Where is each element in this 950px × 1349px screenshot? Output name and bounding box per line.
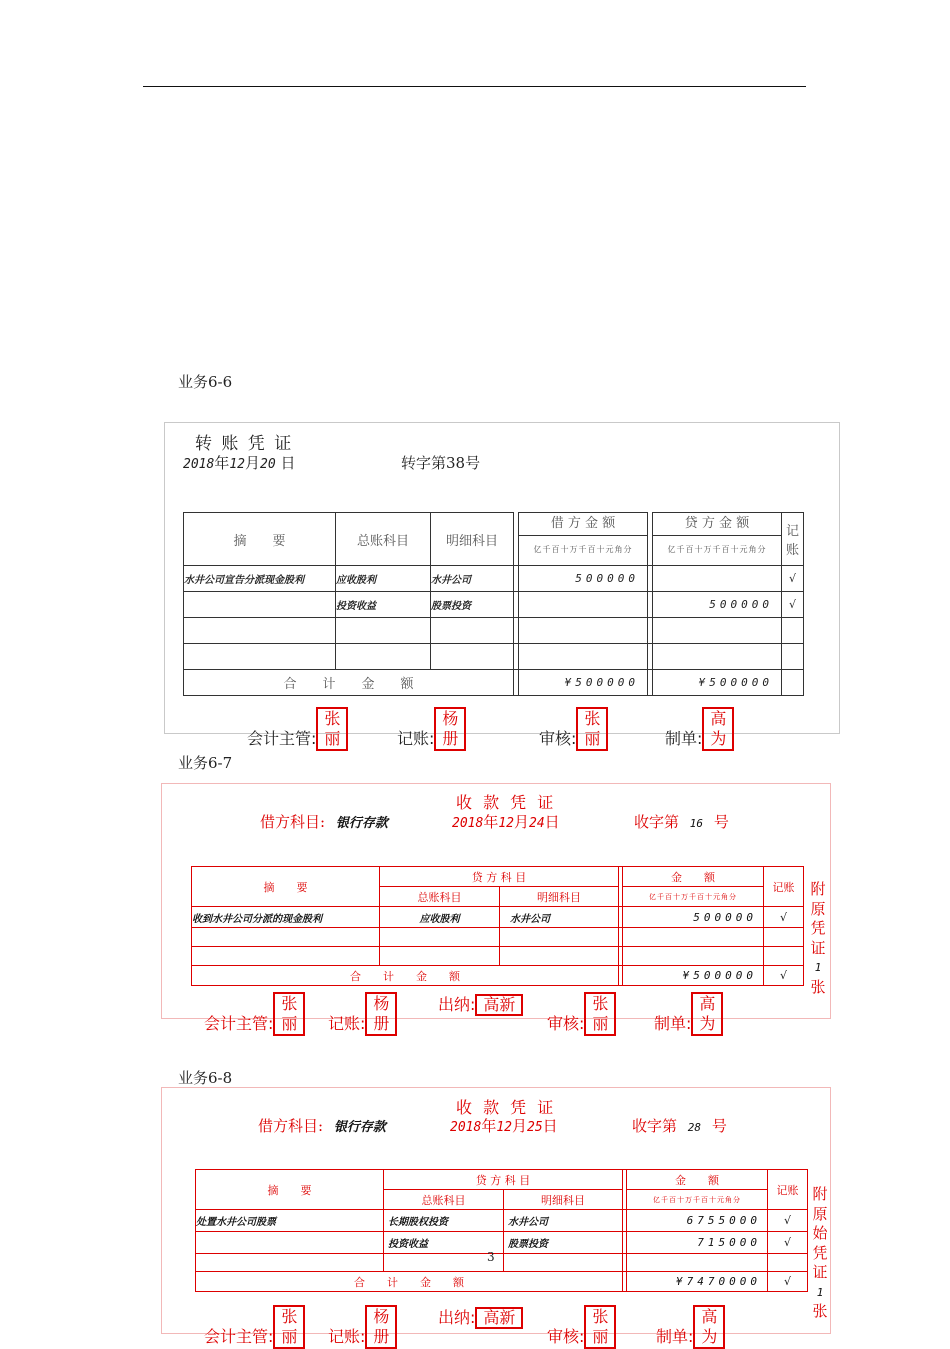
header-detail: 明细科目 xyxy=(500,887,619,907)
row-general: 投资收益 xyxy=(384,1232,504,1254)
row-credit: 500000 xyxy=(653,592,782,618)
header-amount: 金 额 xyxy=(623,867,764,887)
total-debit: ¥500000 xyxy=(519,670,648,696)
credit-units: 亿千百十万千百十元角分 xyxy=(667,545,767,554)
total-amount: ¥500000 xyxy=(623,966,764,986)
row-summary xyxy=(196,1232,384,1254)
table-row xyxy=(192,907,804,928)
voucher-date: 2018年12月20 日 xyxy=(183,454,296,472)
header-amount: 金 额 xyxy=(627,1170,768,1190)
header-posted: 记账 xyxy=(782,513,804,566)
row-posted: √ xyxy=(764,907,804,928)
table-row xyxy=(184,566,804,592)
stamp-auditor: 张丽 xyxy=(576,707,608,751)
row-posted: √ xyxy=(768,1210,808,1232)
row-posted: √ xyxy=(782,592,804,618)
table-row xyxy=(184,618,804,644)
row-amount: 6755000 xyxy=(627,1210,768,1232)
top-rule xyxy=(143,86,806,87)
signature-cashier: 出纳: 高新 xyxy=(438,992,523,1016)
header-posted: 记账 xyxy=(768,1170,808,1210)
debit-units: 亿千百十万千百十元角分 xyxy=(533,545,633,554)
stamp-auditor: 张丽 xyxy=(584,992,616,1036)
stamp-maker: 高为 xyxy=(693,1305,725,1349)
stamp-supervisor: 张丽 xyxy=(316,707,348,751)
row-posted: √ xyxy=(768,1232,808,1254)
table-row xyxy=(196,1210,808,1232)
row-summary xyxy=(184,592,336,618)
total-credit: ¥500000 xyxy=(653,670,782,696)
header-posted: 记账 xyxy=(764,867,804,907)
row-general: 长期股权投资 xyxy=(384,1210,504,1232)
voucher-title: 收 款 凭 证 xyxy=(456,793,557,812)
stamp-supervisor: 张丽 xyxy=(273,992,305,1036)
attachment-note: 附 原 始 凭 证 1 张 xyxy=(812,1185,828,1320)
signature-maker: 制单:高为 xyxy=(656,1305,725,1349)
signature-maker: 制单:高为 xyxy=(665,707,734,751)
row-general: 应收股利 xyxy=(336,566,431,592)
total-posted: √ xyxy=(764,966,804,986)
header-detail: 明细科目 xyxy=(504,1190,623,1210)
signature-bookkeeper: 记账:杨册 xyxy=(328,1305,397,1349)
page-number: 3 xyxy=(487,1250,495,1264)
signature-bookkeeper: 记账:杨册 xyxy=(397,707,466,751)
signature-auditor: 审核:张丽 xyxy=(539,707,608,751)
total-amount: ¥7470000 xyxy=(627,1272,768,1292)
header-summary: 摘 要 xyxy=(192,867,380,907)
table-row xyxy=(196,1232,808,1254)
row-summary: 处置水井公司股票 xyxy=(196,1210,384,1232)
row-detail: 股票投资 xyxy=(431,592,514,618)
total-label: 合 计 金 额 xyxy=(184,670,514,696)
header-debit: 借 方 金 额 亿千百十万千百十元角分 xyxy=(519,513,648,566)
table-row xyxy=(192,947,804,966)
total-row xyxy=(184,670,804,696)
voucher-table xyxy=(195,1169,808,1292)
stamp-bookkeeper: 杨册 xyxy=(434,707,466,751)
header-credit-accounts: 贷 方 科 目 xyxy=(380,867,619,887)
total-row xyxy=(192,966,804,986)
voucher-date: 2018年12月24日 xyxy=(452,813,560,831)
table-row xyxy=(196,1254,808,1272)
row-debit xyxy=(519,592,648,618)
voucher-table xyxy=(183,512,804,696)
amount-units: 亿千百十万千百十元角分 xyxy=(623,887,764,907)
header-general: 总账科目 xyxy=(336,513,431,566)
row-summary: 收到水井公司分派的现金股利 xyxy=(192,907,380,928)
voucher-date: 2018年12月25日 xyxy=(450,1117,558,1135)
receipt-voucher-6-8 xyxy=(161,1087,831,1346)
receipt-voucher-6-7 xyxy=(161,783,831,1033)
row-amount: 715000 xyxy=(627,1232,768,1254)
header-general: 总账科目 xyxy=(384,1190,504,1210)
section-label-6-6: 业务6-6 xyxy=(178,373,233,391)
row-debit: 500000 xyxy=(519,566,648,592)
row-credit xyxy=(653,566,782,592)
header-summary: 摘 要 xyxy=(196,1170,384,1210)
signature-bookkeeper: 记账:杨册 xyxy=(328,992,397,1036)
row-detail: 水井公司 xyxy=(504,1210,623,1232)
signature-maker: 制单:高为 xyxy=(654,992,723,1036)
table-row xyxy=(192,928,804,947)
row-amount: 500000 xyxy=(623,907,764,928)
stamp-maker: 高为 xyxy=(702,707,734,751)
signature-supervisor: 会计主管:张丽 xyxy=(204,992,305,1036)
attachment-note: 附 原 凭 证 1 张 xyxy=(810,880,826,996)
row-summary: 水井公司宣告分派现金股利 xyxy=(184,566,336,592)
transfer-voucher-6-6 xyxy=(164,422,840,748)
header-general: 总账科目 xyxy=(380,887,500,907)
voucher-number: 收字第 28 号 xyxy=(632,1117,727,1135)
header-detail: 明细科目 xyxy=(431,513,514,566)
voucher-number: 收字第 16 号 xyxy=(634,813,729,831)
stamp-maker: 高为 xyxy=(691,992,723,1036)
debit-account: 借方科目: 银行存款 xyxy=(258,1117,386,1135)
signature-supervisor: 会计主管:张丽 xyxy=(204,1305,305,1349)
section-label-6-8: 业务6-8 xyxy=(178,1069,233,1087)
amount-units: 亿千百十万千百十元角分 xyxy=(627,1190,768,1210)
voucher-table xyxy=(191,866,804,986)
voucher-title: 收 款 凭 证 xyxy=(456,1098,557,1117)
total-label: 合 计 金 额 xyxy=(192,966,619,986)
row-detail: 水井公司 xyxy=(431,566,514,592)
total-posted: √ xyxy=(768,1272,808,1292)
debit-account: 借方科目: 银行存款 xyxy=(260,813,388,831)
stamp-supervisor: 张丽 xyxy=(273,1305,305,1349)
row-detail: 股票投资 xyxy=(504,1232,623,1254)
row-detail: 水井公司 xyxy=(500,907,619,928)
voucher-title: 转 账 凭 证 xyxy=(195,434,294,454)
signature-auditor: 审核:张丽 xyxy=(547,992,616,1036)
total-label: 合 计 金 额 xyxy=(196,1272,623,1292)
header-summary: 摘 要 xyxy=(184,513,336,566)
row-general: 应收股利 xyxy=(380,907,500,928)
stamp-auditor: 张丽 xyxy=(584,1305,616,1349)
stamp-bookkeeper: 杨册 xyxy=(365,992,397,1036)
table-row xyxy=(184,644,804,670)
stamp-cashier: 高新 xyxy=(475,1307,523,1329)
total-row xyxy=(196,1272,808,1292)
stamp-cashier: 高新 xyxy=(475,994,523,1016)
row-posted: √ xyxy=(782,566,804,592)
signature-cashier: 出纳: 高新 xyxy=(438,1305,523,1329)
header-credit-accounts: 贷 方 科 目 xyxy=(384,1170,623,1190)
signature-auditor: 审核:张丽 xyxy=(547,1305,616,1349)
row-general: 投资收益 xyxy=(336,592,431,618)
signature-row: 会计主管:张丽 xyxy=(247,707,348,751)
section-label-6-7: 业务6-7 xyxy=(178,754,233,772)
table-row xyxy=(184,592,804,618)
voucher-number: 转字第38号 xyxy=(401,454,481,472)
stamp-bookkeeper: 杨册 xyxy=(365,1305,397,1349)
header-credit: 贷 方 金 额 亿千百十万千百十元角分 xyxy=(653,513,782,566)
